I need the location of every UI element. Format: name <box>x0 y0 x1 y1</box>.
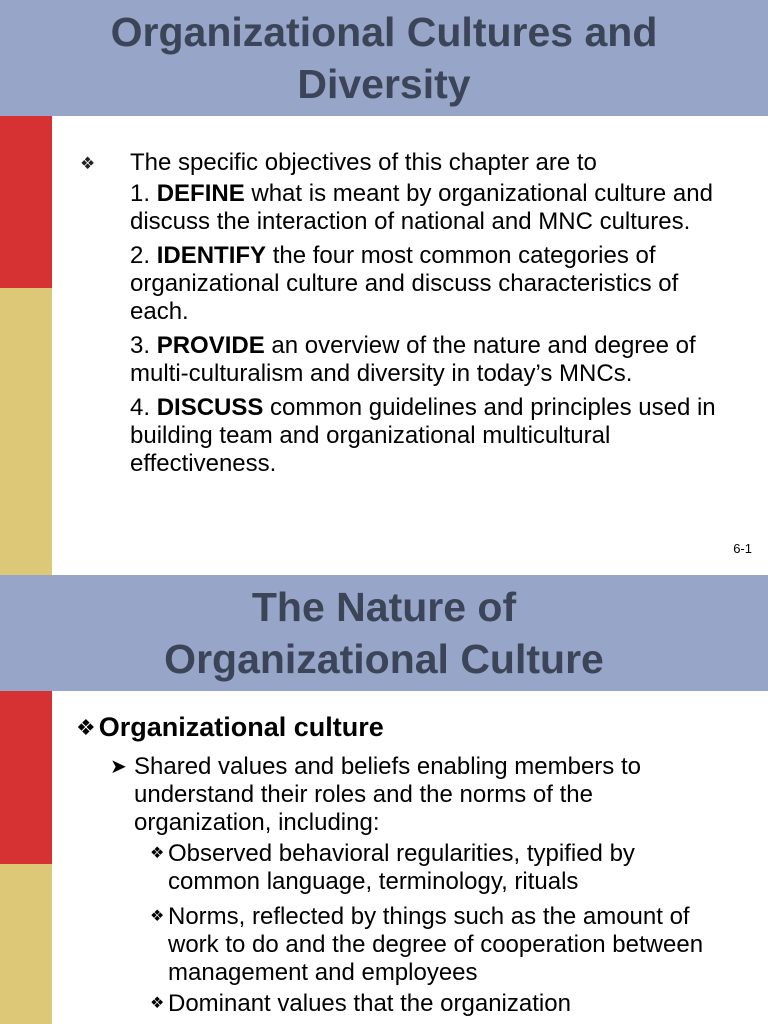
slide-title <box>111 6 658 110</box>
arrow-right-icon: ➤ <box>110 756 127 778</box>
objective-number: 4. <box>130 394 157 421</box>
side-accent-tan <box>0 288 52 575</box>
side-accent-red <box>0 116 52 288</box>
objective-keyword: DEFINE <box>156 180 245 207</box>
definition-text: Shared values and beliefs enabling members to understand their roles and the norms of the organization, including: <box>134 753 641 836</box>
objective-keyword: DISCUSS <box>156 394 264 421</box>
slide-number: 6-1 <box>733 541 752 556</box>
objective-text: an overview of the nature and degree of multi-culturalism and diversity in today’s MNCs. <box>130 332 696 387</box>
side-accent-tan <box>0 864 52 1024</box>
slide-6-2 <box>0 575 768 1024</box>
title-bar <box>0 575 768 691</box>
title-line-1: The Nature of <box>251 584 517 630</box>
diamond-quad-icon: ❖ <box>76 714 96 740</box>
sub-point <box>150 990 730 1018</box>
objectives-lead: The specific objectives of this chapter are to <box>130 149 597 176</box>
sub-point-text: Dominant values that the organization <box>168 990 571 1017</box>
objectives-body <box>130 149 742 484</box>
title-bar <box>0 0 768 116</box>
objective-number: 1. <box>130 180 157 207</box>
title-line-2: Diversity <box>297 61 471 107</box>
objective-item <box>130 332 742 388</box>
diamond-quad-icon: ❖ <box>150 908 165 925</box>
objective-item <box>130 180 742 236</box>
diamond-quad-icon: ❖ <box>150 845 165 862</box>
objective-keyword: PROVIDE <box>156 332 265 359</box>
sub-point <box>150 840 730 896</box>
objective-number: 3. <box>130 332 157 359</box>
heading-text: Organizational culture <box>98 712 384 742</box>
objective-item <box>130 394 742 478</box>
objective-number: 2. <box>130 242 157 269</box>
side-accent-red <box>0 691 52 864</box>
sub-point-text: Observed behavioral regularities, typified by common language, terminology, rituals <box>168 840 635 895</box>
diamond-quad-icon: ❖ <box>80 154 96 173</box>
sub-point <box>150 903 730 987</box>
objective-text: common guidelines and principles used in building team and organizational multicultural effectiveness. <box>130 394 716 477</box>
sub-point-text: Norms, reflected by things such as the amount of work to do and the degree of cooperation between management and employees <box>168 903 704 986</box>
objective-item <box>130 242 742 326</box>
definition-point <box>110 753 730 837</box>
diamond-quad-icon: ❖ <box>150 995 165 1012</box>
section-heading <box>76 712 384 743</box>
title-line-1: Organizational Cultures and <box>110 9 658 55</box>
objective-text: what is meant by organizational culture and discuss the interaction of national and MNC cultures. <box>130 180 713 235</box>
objective-keyword: IDENTIFY <box>156 242 267 269</box>
title-line-2: Organizational Culture <box>164 636 604 682</box>
objective-text: the four most common categories of organizational culture and discuss characteristics of each. <box>130 242 679 325</box>
slide-title <box>164 581 604 685</box>
